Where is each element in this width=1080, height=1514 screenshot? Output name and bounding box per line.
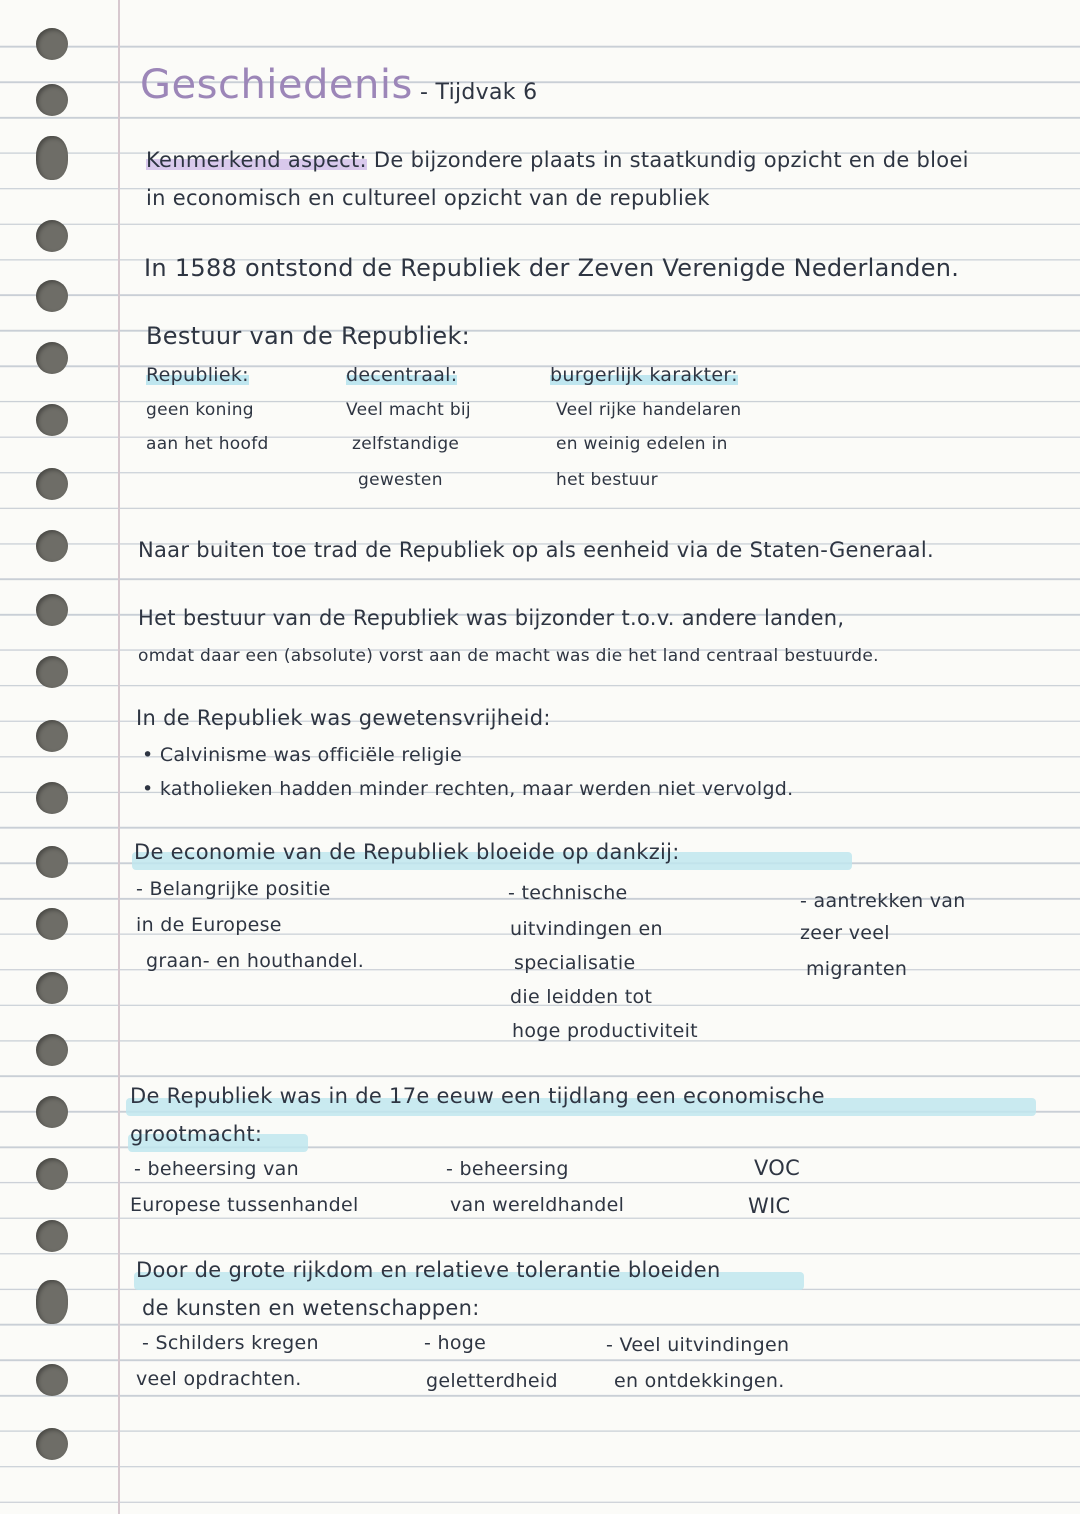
binder-hole — [36, 468, 68, 500]
economie-col2-line: uitvindingen en — [510, 918, 663, 940]
binder-hole — [36, 136, 68, 180]
kunsten-col2-line: geletterdheid — [426, 1370, 558, 1392]
bestuur-col2-line: zelfstandige — [352, 434, 460, 454]
staten-generaal-sentence: Naar buiten toe trad de Republiek op als eenheid via de Staten-Generaal. — [138, 538, 934, 562]
binder-hole — [36, 1034, 68, 1066]
binder-hole — [36, 1428, 68, 1460]
bullet-icon: • — [142, 744, 160, 766]
bestuur-col2-line: Veel macht bij — [346, 400, 471, 420]
bestuur-col1-line: aan het hoofd — [146, 434, 269, 454]
economie-col2-line: - technische — [508, 882, 628, 904]
binder-hole — [36, 280, 68, 312]
bestuur-col3-line: en weinig edelen in — [556, 434, 728, 454]
page-title: Geschiedenis — [140, 62, 413, 108]
kunsten-line-1: Door de grote rijkdom en relatieve tolerantie bloeiden — [136, 1258, 721, 1282]
aspect-line-1 — [146, 148, 969, 172]
grootmacht-voc: VOC — [754, 1156, 801, 1180]
binder-hole — [36, 342, 68, 374]
binder-hole — [36, 782, 68, 814]
bestuur-col3-line: het bestuur — [556, 470, 658, 490]
economie-col3-line: zeer veel — [800, 922, 890, 944]
bestuur-col2-line: gewesten — [358, 470, 443, 490]
binder-hole — [36, 530, 68, 562]
grootmacht-col1-line: - beheersing van — [134, 1158, 299, 1180]
grootmacht-col1-line: Europese tussenhandel — [130, 1194, 359, 1216]
economie-col2-line: specialisatie — [514, 952, 636, 974]
economie-col3-line: migranten — [806, 958, 908, 980]
geweten-item: • Calvinisme was officiële religie — [142, 744, 463, 766]
grootmacht-col2-line: - beheersing — [446, 1158, 569, 1180]
margin-line — [118, 0, 120, 1514]
economie-col2-line: hoge productiviteit — [512, 1020, 698, 1042]
kunsten-line-2: de kunsten en wetenschappen: — [142, 1296, 480, 1320]
kunsten-col3-line: - Veel uitvindingen — [606, 1334, 790, 1356]
geweten-heading: In de Republiek was gewetensvrijheid: — [136, 706, 551, 730]
economie-col1-line: in de Europese — [136, 914, 282, 936]
page-subtitle: - Tijdvak 6 — [420, 80, 538, 105]
economie-col3-line: - aantrekken van — [800, 890, 966, 912]
binder-hole — [36, 972, 68, 1004]
grootmacht-line-1: De Republiek was in de 17e eeuw een tijdlang een economische — [130, 1084, 825, 1108]
binder-hole — [36, 84, 68, 116]
kunsten-col2-line: - hoge — [424, 1332, 487, 1354]
binder-hole — [36, 846, 68, 878]
binder-hole — [36, 1364, 68, 1396]
bestuur-col2-label: decentraal: — [346, 364, 458, 386]
binder-hole — [36, 28, 68, 60]
grootmacht-wic: WIC — [748, 1194, 791, 1218]
aspect-label: Kenmerkend aspect: — [146, 148, 367, 172]
bullet-icon: • — [142, 778, 160, 800]
bestuur-col3-label: burgerlijk karakter: — [550, 364, 738, 386]
economie-col1-line: - Belangrijke positie — [136, 878, 331, 900]
kunsten-col3-line: en ontdekkingen. — [614, 1370, 785, 1392]
kunsten-col1-line: veel opdrachten. — [136, 1368, 302, 1390]
bijzonder-line-2: omdat daar een (absolute) vorst aan de macht was die het land centraal bestuurde. — [138, 646, 879, 666]
grootmacht-line-2: grootmacht: — [130, 1122, 263, 1146]
aspect-text: De bijzondere plaats in staatkundig opzicht en de bloei — [373, 148, 969, 172]
binder-hole — [36, 220, 68, 252]
kunsten-col1-line: - Schilders kregen — [142, 1332, 319, 1354]
binder-hole — [36, 1158, 68, 1190]
binder-hole — [36, 656, 68, 688]
binder-hole — [36, 404, 68, 436]
binder-hole — [36, 1096, 68, 1128]
binder-hole — [36, 908, 68, 940]
economie-col2-line: die leidden tot — [510, 986, 653, 1008]
bestuur-col1-label: Republiek: — [146, 364, 249, 386]
founding-sentence: In 1588 ontstond de Republiek der Zeven Verenigde Nederlanden. — [144, 254, 960, 282]
aspect-line-2: in economisch en cultureel opzicht van de republiek — [146, 186, 710, 210]
bestuur-col3-line: Veel rijke handelaren — [556, 400, 742, 420]
economie-col1-line: graan- en houthandel. — [146, 950, 365, 972]
grootmacht-col2-line: van wereldhandel — [450, 1194, 625, 1216]
binder-hole — [36, 1280, 68, 1324]
economie-heading: De economie van de Republiek bloeide op dankzij: — [134, 840, 680, 864]
bestuur-heading: Bestuur van de Republiek: — [146, 322, 471, 350]
binder-hole — [36, 594, 68, 626]
bijzonder-line-1: Het bestuur van de Republiek was bijzonder t.o.v. andere landen, — [138, 606, 845, 630]
binder-hole — [36, 720, 68, 752]
geweten-item: • katholieken hadden minder rechten, maar werden niet vervolgd. — [142, 778, 794, 800]
binder-hole — [36, 1220, 68, 1252]
bestuur-col1-line: geen koning — [146, 400, 254, 420]
